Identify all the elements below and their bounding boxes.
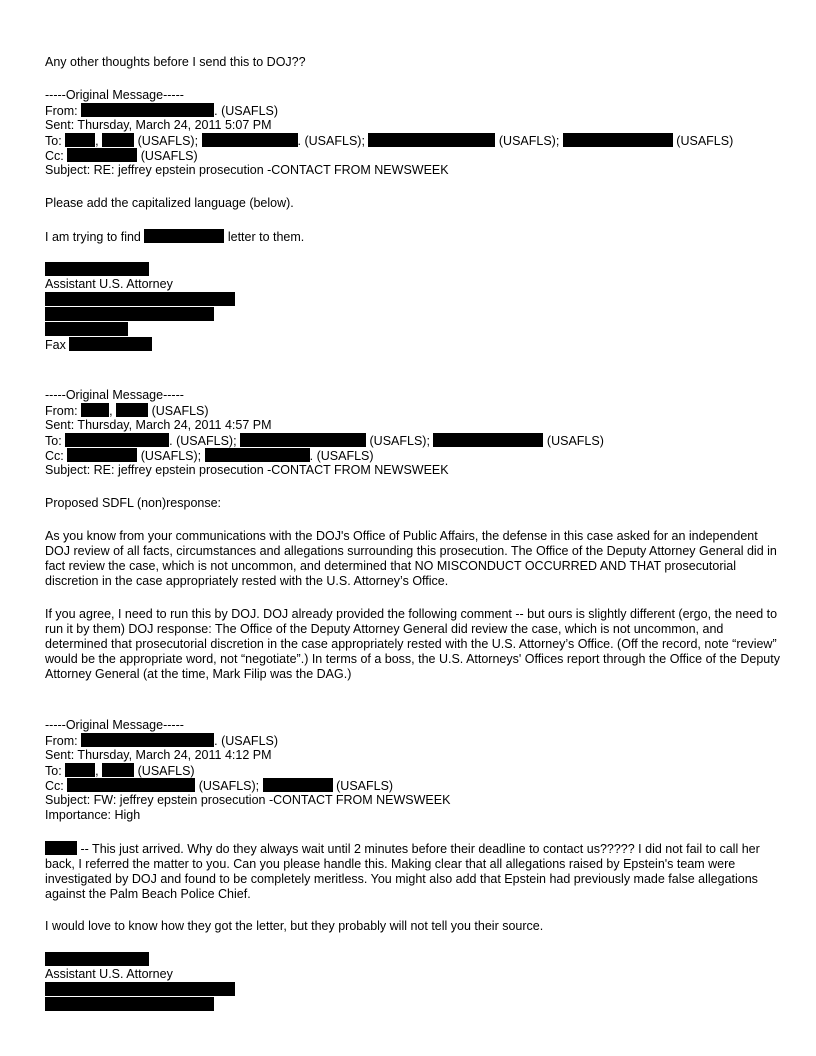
usafls-tag: (USAFLS);	[498, 134, 560, 148]
comma: ,	[109, 404, 113, 418]
redaction	[116, 403, 148, 417]
redaction	[102, 133, 134, 147]
redaction	[69, 337, 152, 351]
from-line-3	[45, 733, 278, 749]
usafls-tag: . (USAFLS)	[214, 104, 279, 118]
usafls-tag: (USAFLS);	[140, 449, 202, 463]
usafls-tag: (USAFLS)	[546, 434, 604, 448]
redaction	[65, 433, 169, 447]
to-label: To:	[45, 434, 62, 448]
usafls-tag: . (USAFLS);	[297, 134, 365, 148]
original-message-header-2: -----Original Message-----	[45, 388, 184, 402]
importance-line: Importance: High	[45, 808, 141, 822]
redaction	[45, 841, 77, 855]
usafls-tag: (USAFLS);	[198, 779, 260, 793]
usafls-tag: (USAFLS);	[137, 134, 199, 148]
msg2-paragraph-2: If you agree, I need to run this by DOJ. DOJ already provided the following comment -- but ours is slightly different (ergo, the need to run it by them) DOJ response: The Office of the Deputy Attorney General did review the case, which is not uncommon, and determined that prosecutorial discretion in the case appropriately rested with the U.S. Attorney’s Office. (Off the record, note “review” would be the appropriate word, not “negotiate”.) In terms of a boss, the U.S. Attorneys' Offices report through the Office of the Deputy Attorney General (at the time, Mark Filip was the DAG.)	[45, 607, 780, 681]
from-label: From:	[45, 734, 78, 748]
redaction	[65, 763, 95, 777]
cc-line-3	[45, 778, 393, 794]
to-line-1	[45, 133, 733, 149]
redaction	[81, 403, 109, 417]
redaction	[240, 433, 366, 447]
cc-label: Cc:	[45, 149, 64, 163]
redaction	[102, 763, 134, 777]
usafls-tag: (USAFLS)	[137, 764, 195, 778]
msg3-paragraph-1: -- This just arrived. Why do they always wait until 2 minutes before their deadline to contact us????? I did not fail to call her back, I referred the matter to you. Can you please handle this. Making clear that all allegations raised by Epstein's team were investigated by DOJ and found to be completely meritless. You might also add that Epstein had previously made false allegations against the Palm Beach Police Chief.	[45, 842, 760, 901]
redaction	[368, 133, 495, 147]
signature-redaction	[45, 982, 235, 996]
proposed-response-line: Proposed SDFL (non)response:	[45, 496, 222, 510]
redaction	[563, 133, 673, 147]
msg3-paragraph-2: I would love to know how they got the letter, but they probably will not tell you their source.	[45, 919, 544, 933]
subject-line-1: Subject: RE: jeffrey epstein prosecution -CONTACT FROM NEWSWEEK	[45, 163, 449, 177]
subject-line-3: Subject: FW: jeffrey epstein prosecution -CONTACT FROM NEWSWEEK	[45, 793, 451, 807]
redaction	[81, 103, 214, 117]
subject-line-2: Subject: RE: jeffrey epstein prosecution -CONTACT FROM NEWSWEEK	[45, 463, 449, 477]
signature-redaction	[45, 292, 235, 306]
comma: ,	[95, 764, 99, 778]
sent-line-3: Sent: Thursday, March 24, 2011 4:12 PM	[45, 748, 272, 762]
redaction	[81, 733, 214, 747]
sent-line-1: Sent: Thursday, March 24, 2011 5:07 PM	[45, 118, 272, 132]
msg2-paragraph-1: As you know from your communications with the DOJ's Office of Public Affairs, the defense in this case asked for an independent DOJ review of all facts, circumstances and allegations surrounding this prosecution. The Office of the Deputy Attorney General did in fact review the case, which is not uncommon, and determined that NO MISCONDUCT OCCURRED AND THAT prosecutorial discretion in the case appropriately rested with the U.S. Attorney’s Office.	[45, 529, 777, 588]
to-line-3	[45, 763, 195, 779]
usafls-tag: (USAFLS)	[336, 779, 394, 793]
usafls-tag: . (USAFLS)	[309, 449, 374, 463]
signature-redaction	[45, 997, 214, 1011]
redaction	[205, 448, 310, 462]
to-label: To:	[45, 134, 62, 148]
redaction	[67, 148, 137, 162]
redaction	[202, 133, 298, 147]
from-label: From:	[45, 404, 78, 418]
msg1-body-2: I am trying to find letter to them.	[45, 230, 305, 244]
intro-line: Any other thoughts before I send this to DOJ??	[45, 55, 306, 69]
redaction	[67, 448, 137, 462]
fax-line	[45, 337, 152, 353]
usafls-tag: . (USAFLS);	[169, 434, 237, 448]
signature-name-redaction	[45, 262, 149, 276]
redaction	[263, 778, 333, 792]
signature-title-1: Assistant U.S. Attorney	[45, 277, 173, 291]
signature-redaction	[45, 307, 214, 321]
redaction	[67, 778, 195, 792]
from-label: From:	[45, 104, 78, 118]
usafls-tag: (USAFLS)	[140, 149, 198, 163]
usafls-tag: (USAFLS);	[369, 434, 430, 448]
cc-label: Cc:	[45, 779, 64, 793]
signature-title-3: Assistant U.S. Attorney	[45, 967, 173, 981]
signature-redaction	[45, 322, 128, 336]
usafls-tag: (USAFLS)	[676, 134, 734, 148]
signature-name-redaction	[45, 952, 149, 966]
fax-label: Fax	[45, 338, 66, 352]
original-message-header-3: -----Original Message-----	[45, 718, 184, 732]
redaction	[433, 433, 543, 447]
msg1-body-1: Please add the capitalized language (below).	[45, 196, 294, 210]
from-line-1	[45, 103, 278, 119]
to-line-2	[45, 433, 604, 449]
to-label: To:	[45, 764, 62, 778]
cc-label: Cc:	[45, 449, 64, 463]
comma: ,	[95, 134, 99, 148]
redaction	[144, 229, 224, 243]
usafls-tag: . (USAFLS)	[214, 734, 279, 748]
usafls-tag: (USAFLS)	[151, 404, 209, 418]
sent-line-2: Sent: Thursday, March 24, 2011 4:57 PM	[45, 418, 272, 432]
redaction	[65, 133, 95, 147]
original-message-header-1: -----Original Message-----	[45, 88, 184, 102]
cc-line-2	[45, 448, 374, 464]
from-line-2	[45, 403, 209, 419]
cc-line-1	[45, 148, 198, 164]
